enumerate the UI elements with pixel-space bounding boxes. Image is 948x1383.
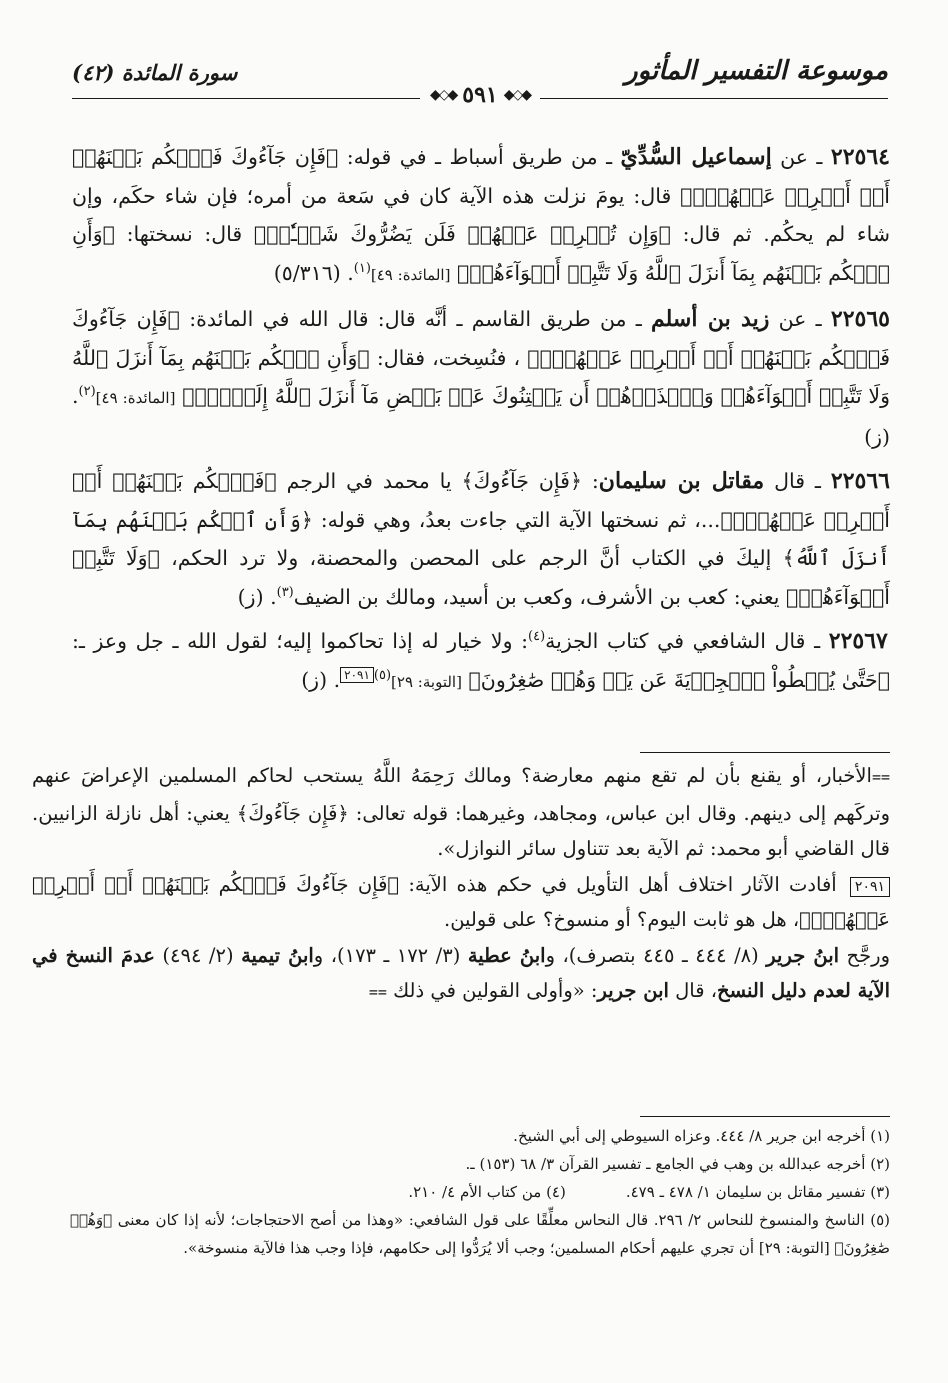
quran-verse: ﴿وَأَنِ ٱحۡكُم بَيۡنَهُم بِمَآ أَنزَلَ ٱللَّهُ﴾ — [72, 507, 890, 570]
quran-verse: ﴿وَأَنِ ٱحۡكُم بَيۡنَهُم بِمَآ أَنزَلَ ٱللَّهُ وَلَا تَتَّبِعۡ أَهۡوَآءَهُمۡ وَٱحۡذَرۡهُمۡ أَن يَفۡتِنُوكَ عَنۢ بَعۡضِ مَآ أَنزَلَ ٱللَّهُ إِلَيۡكَۖ﴾ — [72, 345, 890, 408]
quran-verse: ﴿فَٱحۡكُم بَيۡنَهُمۡ أَوۡ أَعۡرِضۡ عَنۡهُمۡۖ﴾ — [72, 469, 890, 532]
page-number: ٥٩١ — [462, 82, 498, 108]
entry-text: ـ قال الشافعي في كتاب الجزية — [545, 629, 821, 653]
narrator-name: مقاتل بن سليمان — [598, 468, 765, 494]
commentary-section — [32, 758, 890, 1011]
footnote-5 — [70, 1206, 890, 1262]
footnote-row — [70, 1178, 890, 1206]
continuation-mark: == — [871, 768, 890, 786]
entry-number: ٢٢٥٦٥ — [830, 306, 890, 332]
verse-reference: [المائدة: ٤٩] — [95, 389, 176, 407]
commentary-separator — [640, 752, 890, 753]
verse-reference: [التوبة: ٢٩] — [391, 672, 462, 691]
source-ref: . (ز) — [237, 584, 277, 609]
verse-reference: [التوبة: ٢٩] — [754, 1239, 835, 1257]
scholar-name: ابن جرير — [597, 979, 669, 1002]
commentary-paragraph — [32, 938, 890, 1011]
entry-text: ـ من طريق القاسم ـ أنَّه قال: قال الله في المائدة: — [179, 307, 642, 331]
footnote-text: أن تجري عليهم أحكام المسلمين؛ وجب ألا يُرَدُّوا إلى حكامهم، فإذا وجب هذا فالآية منسوخة». — [183, 1239, 755, 1257]
footnote-marker[interactable]: (٤) — [528, 629, 546, 645]
quran-verse: ﴿وَهُمۡ صَٰغِرُونَ﴾ — [70, 1211, 890, 1257]
quran-verse: ﴿وَلَا تَتَّبِعۡ أَهۡوَآءَهُمۡ﴾ — [72, 546, 890, 609]
entry-text: ، فنُسِخت، فقال: — [369, 345, 521, 370]
commentary-text: يعني: أهل نازلة الزانيين. قال القاضي أبو محمد: ثم الآية بعد تتناول سائر النوازل». — [32, 801, 890, 860]
entry-22564 — [72, 138, 890, 294]
book-title: موسوعة التفسير المأثور — [625, 56, 888, 86]
scholar-name: ابنُ جرير — [766, 943, 840, 967]
entry-text: قال: يومَ نزلت هذه الآية كان في سَعة من أمره؛ فإن شاء حكَم، وإن شاء لم يحكُم. ثم قال: — [72, 183, 890, 246]
surah-title: سورة المائدة (٤٢) — [72, 60, 238, 85]
entry-number: ٢٢٥٦٧ — [828, 628, 888, 654]
commentary-code-box[interactable]: ٢٠٩١ — [340, 667, 374, 683]
ornament-right-icon: ◆◇◆ — [503, 87, 531, 103]
conclusion-text: عدمَ النسخ في الآية لعدم دليل النسخ — [32, 943, 890, 1002]
scholar-name: ابنُ عطية — [467, 943, 546, 967]
quran-verse: ﴿فَإِن جَآءُوكَ﴾ — [236, 801, 349, 825]
narrator-name: إسماعيل السُّدِّيّ — [620, 144, 772, 170]
quran-verse: ﴿حَتَّىٰ يُعۡطُواْ ٱلۡجِزۡيَةَ عَن يَدٖ وَهُمۡ صَٰغِرُونَ﴾ — [468, 667, 890, 692]
footnote-1: (١) أخرجه ابن جرير ٨/ ٤٤٤. وعزاه السيوطي إلى أبي الشيخ. — [513, 1127, 890, 1145]
footnote-text: (٥) الناسخ والمنسوخ للنحاس ٢/ ٢٩٦. قال النحاس معلِّقًا على قول الشافعي: «وهذا من أصح الاحتجاجات؛ لأنه إذا كان معنى — [112, 1211, 890, 1229]
footnotes-separator — [640, 1116, 890, 1117]
quran-verse: ﴿وَأَنِ ٱحۡكُم بَيۡنَهُم بِمَآ أَنزَلَ ٱللَّهُ وَلَا تَتَّبِعۡ أَهۡوَآءَهُمۡ﴾ — [72, 222, 890, 285]
entry-text: : — [581, 469, 599, 493]
commentary-text: (٨/ ٤٤٤ ـ ٤٤٥ بتصرف)، و — [545, 943, 767, 967]
quran-verse: ﴿فَإِن جَآءُوكَ فَٱحۡكُم بَيۡنَهُمۡ أَوۡ أَعۡرِضۡ عَنۡهُمۡۖ﴾ — [32, 872, 890, 931]
source-ref: . (ز) — [72, 384, 890, 449]
entry-22566 — [72, 462, 890, 616]
main-text — [72, 138, 890, 707]
commentary-text: (٢/ ٤٩٤) — [154, 943, 242, 967]
entry-text: إليكَ في الكتاب أنَّ الرجم على المحصن والمحصنة، ولا ترد الحكم، — [159, 546, 772, 570]
source-ref: . (ز) — [301, 667, 341, 692]
entry-number: ٢٢٥٦٤ — [830, 144, 890, 170]
scholar-name: ابنُ تيمية — [241, 943, 314, 967]
commentary-text: : «وأولى القولين في ذلك — [386, 979, 598, 1002]
commentary-text: ، هل هو ثابت اليوم؟ أو منسوخ؟ على قولين. — [444, 908, 800, 931]
commentary-text: الأخبار، أو يقنع بأن لم تقع منهم معارضة؟ ومالك رَحِمَهُ اللَّهُ يستحب لحاكم المسلمين الإعراضَ عنهم وتركَهم إلى دينهم. وقال ابن عباس، ومجاهد، وغيرهما: قوله تعالى: — [32, 764, 890, 825]
entry-text: ـ من طريق أسباط ـ في قوله: — [338, 145, 613, 169]
entry-text: ...، ثم نسختها الآية التي جاءت بعدُ، وهي قوله: — [312, 507, 721, 532]
footnote-marker[interactable]: (٥) — [373, 667, 392, 683]
entry-text: يا محمد في الرجم — [276, 469, 452, 493]
entry-22565 — [72, 300, 890, 456]
quran-verse: ﴿فَإِن جَآءُوكَ فَٱحۡكُم بَيۡنَهُمۡ أَوۡ أَعۡرِضۡ عَنۡهُمۡۖ﴾ — [72, 307, 890, 370]
commentary-paragraph — [32, 867, 890, 938]
source-ref: . (٥/٣١٦) — [273, 260, 354, 285]
footnote-marker[interactable]: (٣) — [276, 584, 294, 600]
commentary-text: ورجَّح — [839, 943, 891, 967]
entry-number: ٢٢٥٦٦ — [830, 468, 890, 494]
entry-text: ـ قال — [764, 469, 821, 493]
commentary-text: (٣/ ١٧٢ ـ ١٧٣)، و — [313, 943, 468, 967]
entry-text: ـ عن — [769, 307, 822, 331]
entry-text: : ولا خيار له إذا تحاكموا إليه؛ لقول الله ـ جل وعز ـ: — [72, 629, 529, 653]
entry-text: قال: نسختها: — [114, 222, 243, 246]
continuation-mark: == — [368, 983, 387, 1001]
commentary-text: أفادت الآثار اختلاف أهل التأويل في حكم هذه الآية: — [399, 872, 846, 896]
footnote-4: (٤) من كتاب الأم ٤/ ٢١٠. — [408, 1183, 566, 1201]
quran-verse: ﴿فَإِن جَآءُوكَ فَٱحۡكُم بَيۡنَهُمۡ أَوۡ أَعۡرِضۡ عَنۡهُمۡۖ﴾ — [72, 145, 890, 208]
quran-verse: ﴿وَإِن تُعۡرِضۡ عَنۡهُمۡ فَلَن يَضُرُّوكَ شَيۡـٔٗاۖ﴾ — [253, 222, 671, 246]
footnotes-section — [70, 1122, 890, 1262]
commentary-code-box[interactable]: ٢٠٩١ — [850, 877, 890, 897]
entry-text: يعني: كعب بن الأشرف، وكعب بن أسيد، ومالك بن الضيف — [293, 584, 780, 609]
page-header — [72, 52, 888, 116]
commentary-paragraph — [32, 758, 890, 867]
verse-reference: [المائدة: ٤٩] — [370, 265, 451, 284]
commentary-text: ، قال — [668, 979, 718, 1002]
footnote-2: (٢) أخرجه عبدالله بن وهب في الجامع ـ تفسير القرآن ٣/ ٦٨ (١٥٣) ـ. — [465, 1155, 890, 1173]
footnote-marker[interactable]: (٢) — [78, 384, 96, 400]
quran-verse: ﴿فَإِن جَآءُوكَ﴾ — [461, 469, 582, 493]
footnote-3: (٣) تفسير مقاتل بن سليمان ١/ ٤٧٨ ـ ٤٧٩. — [625, 1183, 890, 1201]
entry-22567 — [72, 622, 890, 701]
entry-text: ـ عن — [771, 145, 823, 169]
page-number-box — [420, 82, 540, 108]
footnote-marker[interactable]: (١) — [353, 260, 371, 276]
ornament-left-icon: ◆◇◆ — [429, 87, 457, 103]
narrator-name: زيد بن أسلم — [650, 306, 770, 332]
